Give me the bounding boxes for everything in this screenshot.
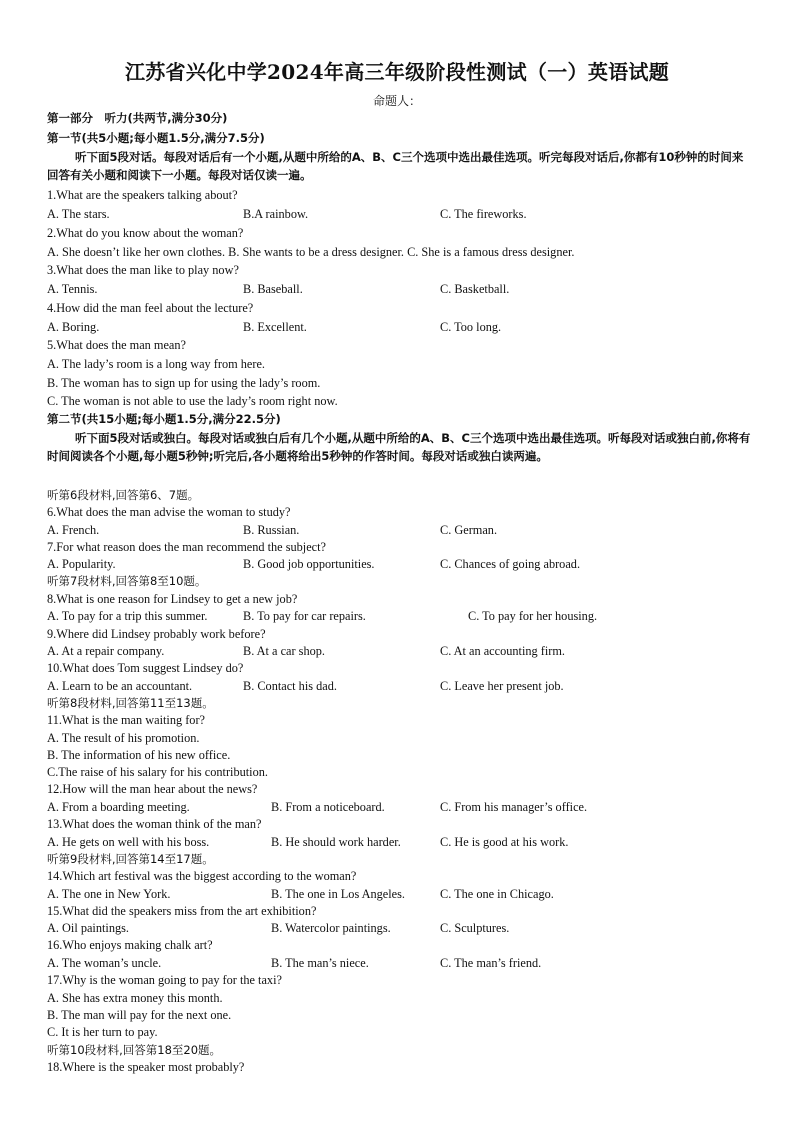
option-c: C. The woman is not able to use the lady’s room right now. [47,394,338,408]
option-a: A. From a boarding meeting. [47,800,190,814]
exam-title: 江苏省兴化中学2024年高三年级阶段性测试（一）英语试题 [124,60,670,84]
part-heading: 第一部分 听力(共两节,满分30分) [47,111,228,125]
option-a: A. The woman’s uncle. [47,956,162,970]
question-stem: 13.What does the woman think of the man? [47,817,262,831]
option-a: A. Boring. [47,320,100,334]
option-a: A. She has extra money this month. [47,991,223,1005]
passage-intro: 听第10段材料,回答第18至20题。 [47,1043,222,1057]
option-a: A. The stars. [47,207,110,221]
question-stem: 3.What does the man like to play now? [47,263,239,277]
option-c: C. Too long. [440,320,502,334]
section-heading: 第一节(共5小题;每小题1.5分,满分7.5分) [47,131,265,145]
question-stem: 5.What does the man mean? [47,338,186,352]
passage-intro: 听第8段材料,回答第11至13题。 [47,696,214,710]
option-a: A. To pay for a trip this summer. [47,609,208,623]
question-stem: 2.What do you know about the woman? [47,226,244,240]
options-line: A. She doesn’t like her own clothes. B. She wants to be a dress designer. C. She is a famous dress designer. [47,245,575,259]
question-stem: 8.What is one reason for Lindsey to get a new job? [47,592,298,606]
passage-intro: 听第9段材料,回答第14至17题。 [47,852,214,866]
option-c: C. Sculptures. [440,921,510,935]
option-b: B. From a noticeboard. [271,800,385,814]
option-c: C. The man’s friend. [440,956,542,970]
option-c: C. He is good at his work. [440,835,569,849]
option-a: A. Popularity. [47,557,116,571]
question-stem: 18.Where is the speaker most probably? [47,1060,245,1074]
option-b: B. The information of his new office. [47,748,231,762]
option-a: A. At a repair company. [47,644,165,658]
option-b: B. Baseball. [243,282,303,296]
option-a: A. Oil paintings. [47,921,129,935]
option-a: A. The one in New York. [47,887,171,901]
option-b: B. The one in Los Angeles. [271,887,405,901]
option-a: A. French. [47,523,100,537]
question-stem: 10.What does Tom suggest Lindsey do? [47,661,244,675]
question-stem: 1.What are the speakers talking about? [47,188,238,202]
option-a: A. The lady’s room is a long way from here. [47,357,265,371]
question-stem: 11.What is the man waiting for? [47,713,205,727]
option-c: C.The raise of his salary for his contribution. [47,765,268,779]
passage-intro: 听第7段材料,回答第8至10题。 [47,574,207,588]
option-c: C. At an accounting firm. [440,644,565,658]
section-instructions: 听下面5段对话或独白。每段对话或独白后有几个小题,从题中所给的A、B、C三个选项中选出最佳选项。听每段对话或独白前,你将有时间阅读各个小题,每小题5秒钟;听完后,各小题将给出5秒钟的作答时间。每段对话或独白读两遍。 [47,431,751,463]
option-c: C. From his manager’s office. [440,800,588,814]
option-b: B. The man will pay for the next one. [47,1008,232,1022]
question-stem: 14.Which art festival was the biggest according to the woman? [47,869,357,883]
option-b: B. The man’s niece. [271,956,369,970]
option-b: B. At a car shop. [243,644,325,658]
question-stem: 4.How did the man feel about the lecture? [47,301,254,315]
option-c: C. Chances of going abroad. [440,557,581,571]
question-stem: 17.Why is the woman going to pay for the taxi? [47,973,282,987]
section-instructions: 听下面5段对话。每段对话后有一个小题,从题中所给的A、B、C三个选项中选出最佳选项。听完每段对话后,你都有10秒钟的时间来回答有关小题和阅读下一小题。每段对话仅读一遍。 [47,150,744,182]
option-b: B. Contact his dad. [243,679,337,693]
option-c: C. Leave her present job. [440,679,564,693]
passage-intro: 听第6段材料,回答第6、7题。 [47,488,200,502]
option-c: C. The one in Chicago. [440,887,554,901]
option-b: B. To pay for car repairs. [243,609,366,623]
option-a: A. Tennis. [47,282,98,296]
option-a: A. The result of his promotion. [47,731,200,745]
author-label: 命题人： [372,94,421,108]
option-b: B. Watercolor paintings. [271,921,391,935]
option-b: B. The woman has to sign up for using the lady’s room. [47,376,321,390]
option-c: C. It is her turn to pay. [47,1025,158,1039]
option-b: B.A rainbow. [243,207,309,221]
option-c: C. Basketball. [440,282,510,296]
option-c: C. To pay for her housing. [468,609,598,623]
option-b: B. Russian. [243,523,300,537]
option-b: B. He should work harder. [271,835,401,849]
option-c: C. The fireworks. [440,207,527,221]
question-stem: 15.What did the speakers miss from the art exhibition? [47,904,317,918]
option-b: B. Excellent. [243,320,307,334]
question-stem: 9.Where did Lindsey probably work before? [47,627,266,641]
question-stem: 7.For what reason does the man recommend the subject? [47,540,326,554]
question-stem: 12.How will the man hear about the news? [47,782,258,796]
option-b: B. Good job opportunities. [243,557,375,571]
option-a: A. Learn to be an accountant. [47,679,193,693]
option-a: A. He gets on well with his boss. [47,835,210,849]
option-c: C. German. [440,523,498,537]
section-heading: 第二节(共15小题;每小题1.5分,满分22.5分) [47,412,281,426]
question-stem: 6.What does the man advise the woman to study? [47,505,291,519]
question-stem: 16.Who enjoys making chalk art? [47,938,213,952]
